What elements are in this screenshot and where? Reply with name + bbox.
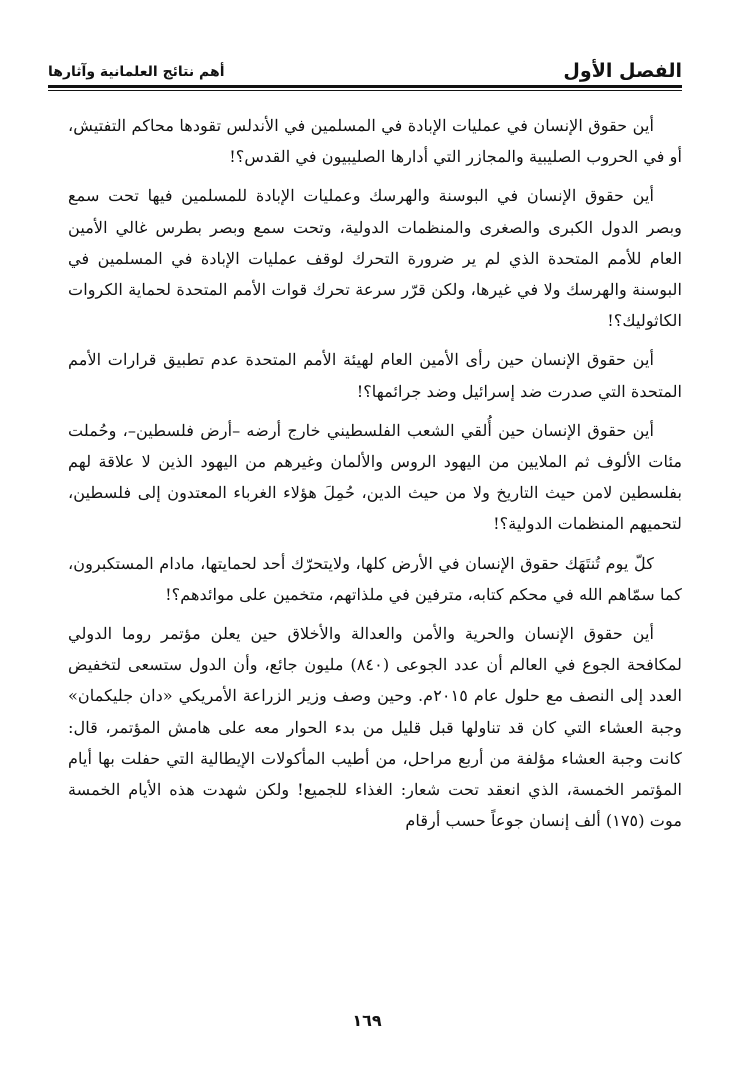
- header-rule-thick: [48, 85, 682, 88]
- paragraph: أين حقوق الإنسان حين رأى الأمين العام لهيئة الأمم المتحدة عدم تطبيق قرارات الأمم المتحدة التي صدرت ضد إسرائيل وضد جرائمها؟!: [68, 350, 682, 401]
- paragraph: كلّ يوم تُنتَهَك حقوق الإنسان في الأرض كلها، ولايتحرّك أحد لحمايتها، مادام المستكبرون، كما سمّاهم الله في محكم كتابه، مترفين في ملذاتهم، متخمين على موائدهم؟!: [68, 553, 682, 604]
- paragraph: أين حقوق الإنسان في عمليات الإبادة في المسلمين في الأندلس تقودها محاكم التفتيش، أو في الحروب الصليبية والمجازر التي أدارها الصليبيون في القدس؟!: [68, 116, 682, 167]
- running-header: [48, 52, 682, 82]
- chapter-title: الفصل الأول: [563, 60, 682, 82]
- body-text: [68, 110, 682, 844]
- paragraph: أين حقوق الإنسان والحرية والأمن والعدالة والأخلاق حين يعلن مؤتمر روما الدولي لمكافحة الجوع في العالم أن عدد الجوعى (٨٤٠) مليون جائع، وأن الدول ستسعى لتخفيض العدد إلى النصف مع حلول عام ٢٠١٥م. وحين وصف وزير الزراعة الأمريكي «دان جليكمان» وجبة العشاء التي كان قد تناولها قبل قليل من بدء الحوار معه على هامش المؤتمر، قال: كانت وجبة العشاء مؤلفة من أربع مراحل، من أطيب المأكولات الإيطالية التي حفلت بها أيام المؤتمر الخمسة، الذي انعقد تحت شعار: الغذاء للجميع! ولكن شهدت هذه الأيام الخمسة موت (١٧٥) ألف إنسان جوعاً حسب أرقام: [68, 624, 682, 831]
- header-rule-thin: [48, 90, 682, 91]
- paragraph: أين حقوق الإنسان حين أُلقي الشعب الفلسطيني خارج أرضه –أرض فلسطين–، وحُملت مئات الألوف ثم الملايين من اليهود الروس والألمان وغيرهم من اليهود الذين لا علاقة لهم بفلسطين لامن حيث التاريخ ولا من حيث الدين، حُمِلَ هؤلاء الغرباء المعتدون إلى فلسطين، لتحميهم المنظمات الدولية؟!: [68, 420, 682, 534]
- paragraph: أين حقوق الإنسان في البوسنة والهرسك وعمليات الإبادة للمسلمين فيها تحت سمع وبصر الدول الكبرى والصغرى والمنظمات الدولية، وتحت سمع وبصر بطرس غالي الأمين العام للأمم المتحدة الذي لم ير ضرورة التحرك لوقف عمليات الإبادة في المسلمين في البوسنة والهرسك ولا في غيرها، ولكن قرّر سرعة تحرك قوات الأمم المتحدة لحماية الكروات الكاثوليك؟!: [68, 186, 682, 331]
- section-title: أهم نتائج العلمانية وآثارها: [48, 64, 225, 80]
- page-number: ١٦٩: [352, 1011, 382, 1030]
